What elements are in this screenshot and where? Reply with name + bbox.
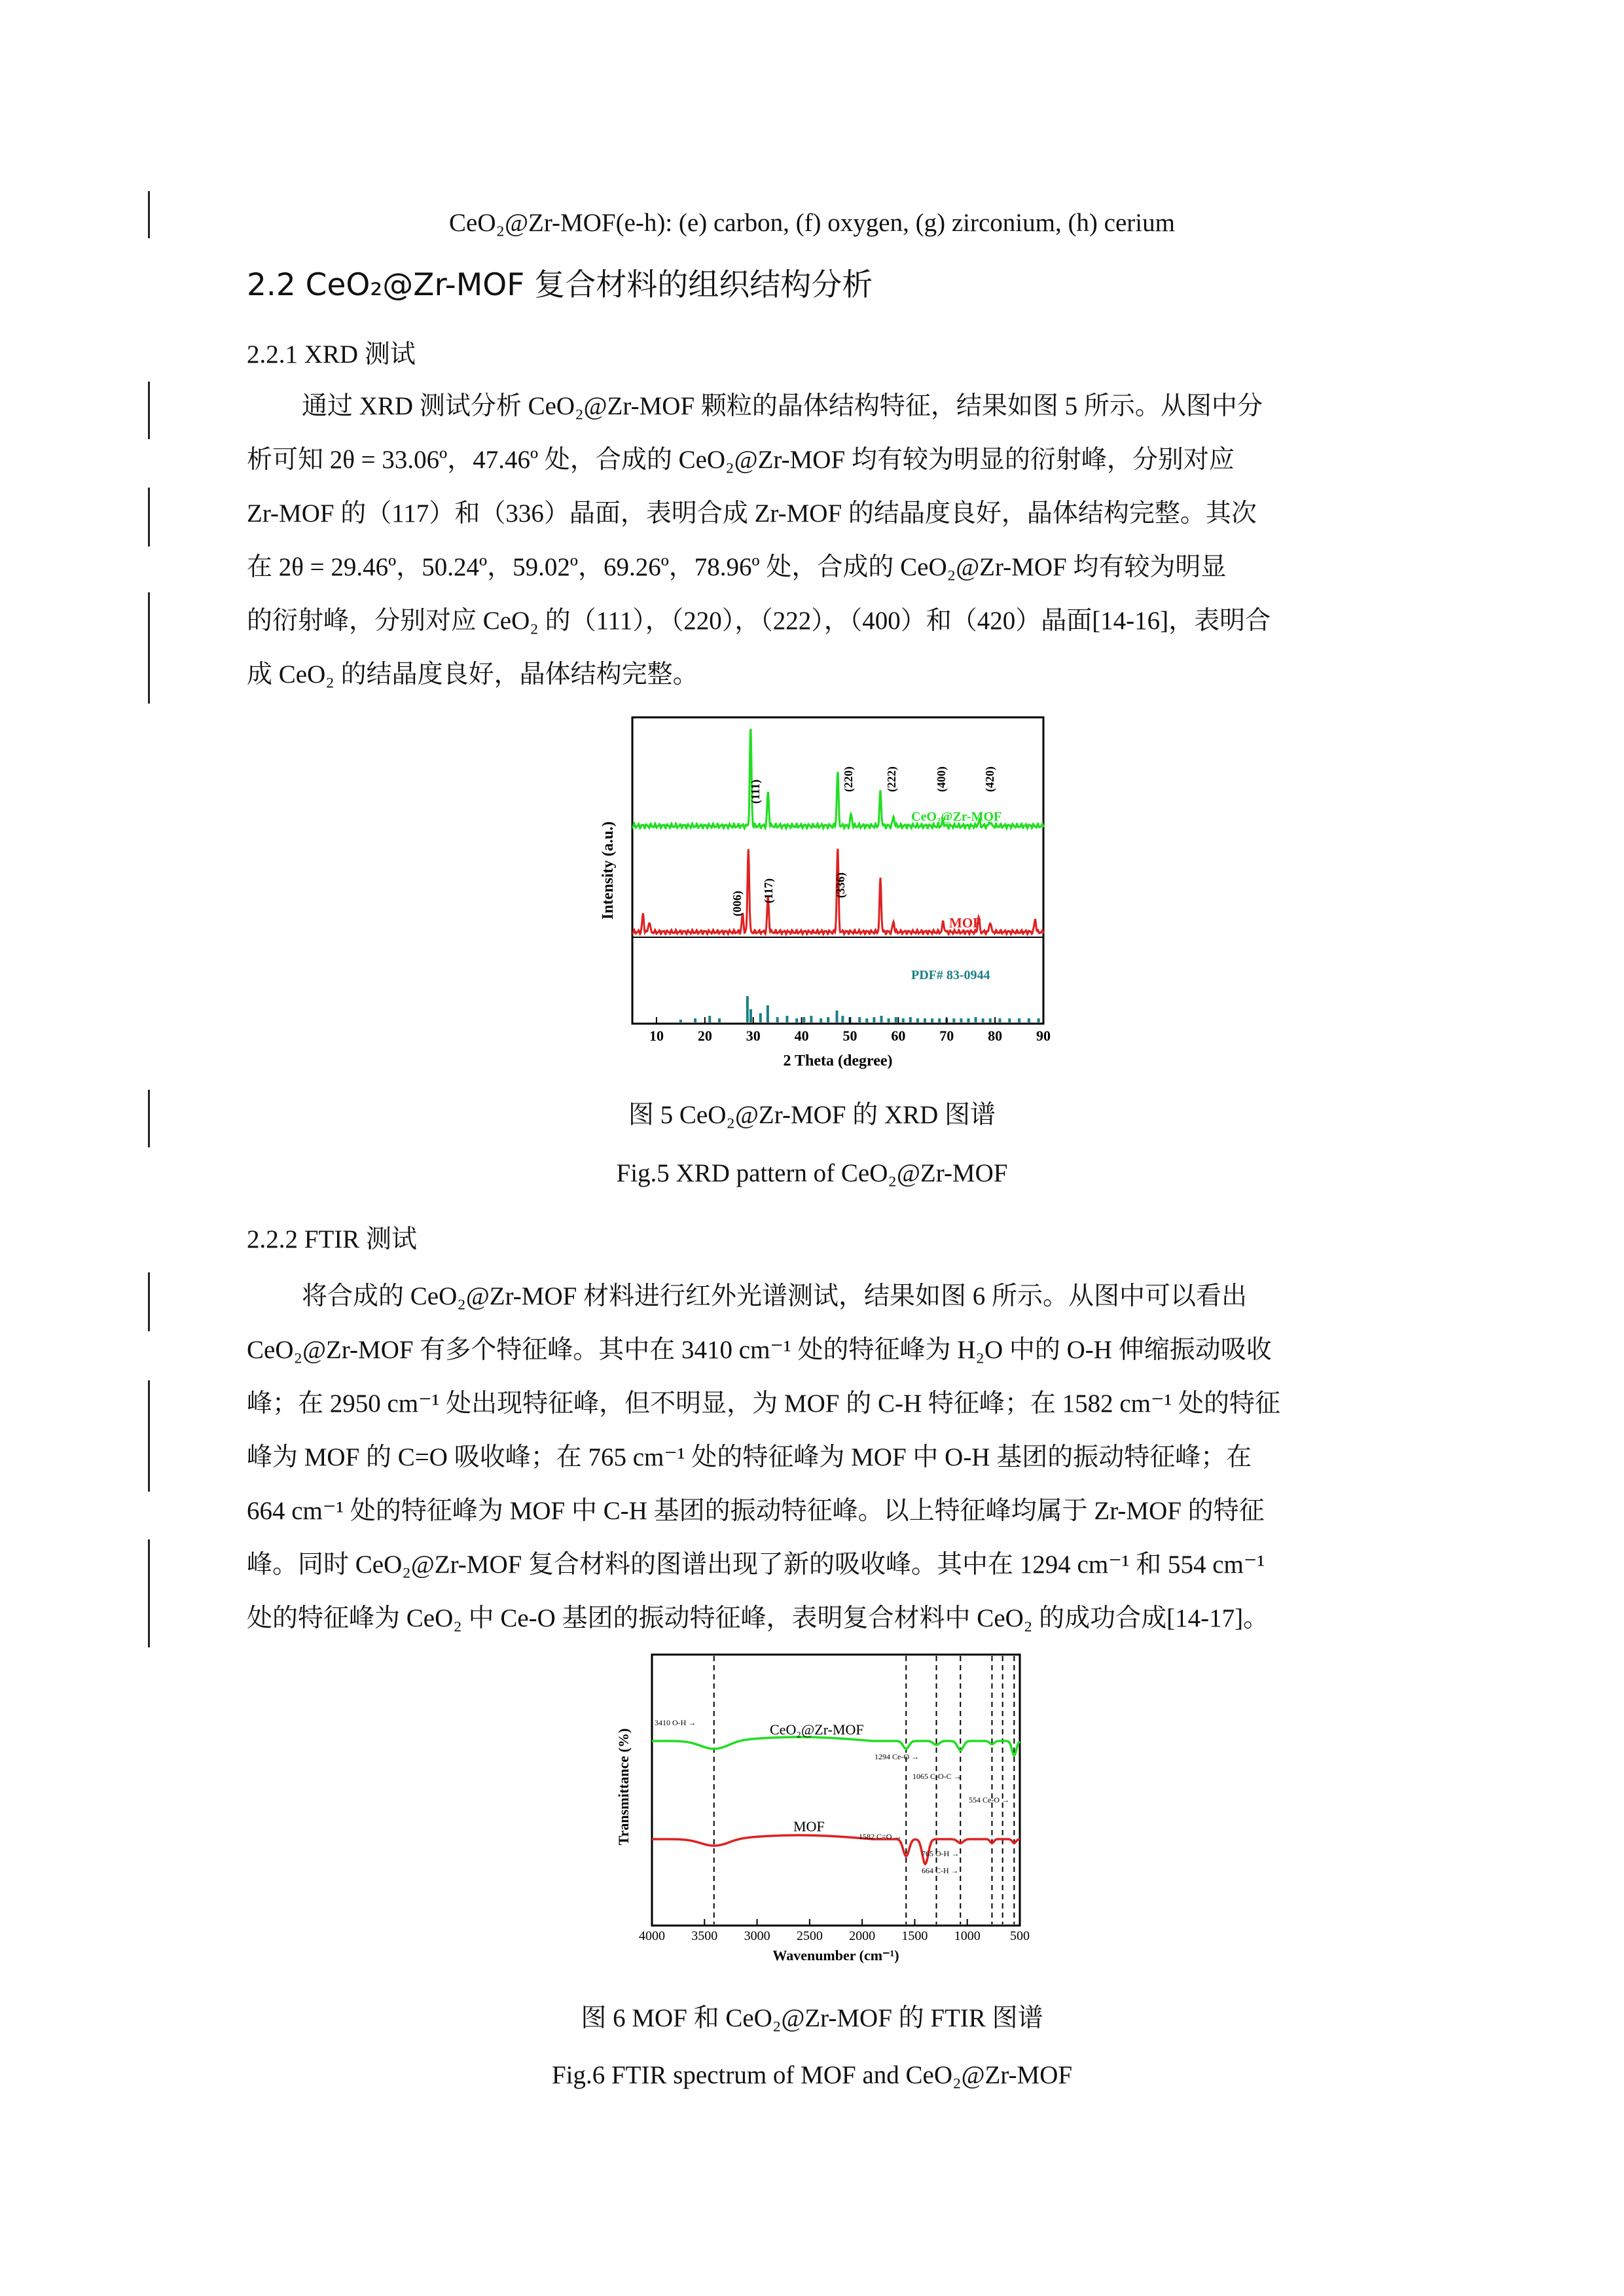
x-tick-label: 2000 [849, 1929, 876, 1943]
figure-6-caption-en: Fig.6 FTIR spectrum of MOF and CeO₂@Zr-MOF [551, 2061, 1073, 2089]
peak-annotation: 664 C-H → [922, 1866, 959, 1875]
peak-annotation: 554 Ce-O → [969, 1795, 1009, 1804]
text-line: 在 2θ = 29.46º，50.24º，59.02º，69.26º，78.96º 处，合成的 CeO₂@Zr-MOF 均有较为明显 [247, 553, 1227, 581]
peak-annotation: 1065 C-O-C → [912, 1772, 962, 1781]
x-tick-label: 10 [649, 1028, 664, 1044]
legend-mof: MOF [793, 1818, 825, 1835]
peak-label: (400) [935, 766, 948, 792]
peak-label: (336) [834, 872, 847, 898]
text-line: 将合成的 CeO₂@Zr-MOF 材料进行红外光谱测试，结果如图 6 所示。从图中可以看出 [302, 1282, 1248, 1310]
peak-label: (420) [983, 766, 996, 792]
text-line: 峰。同时 CeO₂@Zr-MOF 复合材料的图谱出现了新的吸收峰。其中在 1294 cm⁻¹ 和 554 cm⁻¹ [247, 1551, 1265, 1579]
x-tick-label: 50 [842, 1028, 857, 1044]
peak-annotation: 765 O-H → [922, 1849, 960, 1858]
peak-label: (111) [749, 779, 762, 804]
subsection-title-ftir: 2.2.2 FTIR 测试 [247, 1225, 418, 1253]
x-tick-label: 2500 [796, 1929, 823, 1943]
legend-mof: MOF [949, 915, 981, 931]
peak-label: (006) [731, 891, 744, 916]
x-tick-label: 3000 [744, 1929, 770, 1943]
text-line: CeO₂@Zr-MOF 有多个特征峰。其中在 3410 cm⁻¹ 处的特征峰为 H₂O 中的 O-H 伸缩振动吸收 [247, 1336, 1272, 1364]
peak-annotation: 1294 Ce-O → [875, 1752, 919, 1761]
revision-bar [148, 1380, 150, 1492]
x-axis-label: 2 Theta (degree) [783, 1052, 893, 1069]
x-tick-label: 80 [988, 1028, 1003, 1044]
plot-frame [652, 1655, 1020, 1926]
peak-label: (222) [885, 766, 898, 792]
x-tick-label: 20 [697, 1028, 712, 1044]
legend-pdf: PDF# 83-0944 [911, 968, 990, 982]
peak-label: (220) [842, 766, 855, 792]
text-line: 析可知 2θ = 33.06º，47.46º 处，合成的 CeO₂@Zr-MOF 均有较为明显的衍射峰，分别对应 [247, 446, 1235, 474]
text-line: 664 cm⁻¹ 处的特征峰为 MOF 中 C-H 基团的振动特征峰。以上特征峰均属于 Zr-MOF 的特征 [247, 1497, 1265, 1525]
figure-6-caption-cn: 图 6 MOF 和 CeO₂@Zr-MOF 的 FTIR 图谱 [581, 2004, 1043, 2032]
x-tick-label: 3500 [691, 1929, 718, 1943]
legend-ceo2-zr-mof: CeO₂@Zr-MOF [770, 1721, 864, 1738]
xrd-chart [589, 713, 1060, 1080]
top-caption: CeO₂@Zr-MOF(e-h): (e) carbon, (f) oxygen, (g) zirconium, (h) cerium [449, 209, 1175, 237]
x-tick-label: 1500 [901, 1929, 928, 1943]
x-tick-label: 1000 [954, 1929, 981, 1943]
peak-annotation: 3410 O-H → [655, 1718, 696, 1727]
x-tick-label: 4000 [639, 1929, 665, 1943]
series-line-mof [652, 1835, 1020, 1864]
section-title: 2.2 CeO₂@Zr-MOF 复合材料的组织结构分析 [247, 267, 873, 303]
x-tick-label: 60 [891, 1028, 906, 1044]
revision-bar [148, 1539, 150, 1647]
x-tick-label: 30 [746, 1028, 761, 1044]
text-line: 峰为 MOF 的 C=O 吸收峰；在 765 cm⁻¹ 处的特征峰为 MOF 中 O-H 基团的振动特征峰；在 [247, 1443, 1252, 1471]
x-tick-label: 90 [1036, 1028, 1051, 1044]
text-line: Zr-MOF 的（117）和（336）晶面，表明合成 Zr-MOF 的结晶度良好，晶体结构完整。其次 [247, 499, 1257, 528]
paragraph-xrd [247, 380, 1387, 702]
revision-bar [148, 382, 150, 439]
subsection-title-xrd: 2.2.1 XRD 测试 [247, 340, 416, 368]
text-line: 峰；在 2950 cm⁻¹ 处出现特征峰，但不明显，为 MOF 的 C-H 特征峰；在 1582 cm⁻¹ 处的特征 [247, 1390, 1281, 1418]
y-axis-label: Intensity (a.u.) [600, 821, 617, 920]
text-line: 的衍射峰，分别对应 CeO₂ 的（111），（220），（222），（400）和（420）晶面[14-16]，表明合 [247, 607, 1271, 635]
revision-bar [148, 1272, 150, 1331]
peak-label: (117) [762, 878, 775, 903]
figure-5-caption-cn: 图 5 CeO₂@Zr-MOF 的 XRD 图谱 [628, 1101, 996, 1129]
figure-5-caption-en: Fig.5 XRD pattern of CeO₂@Zr-MOF [616, 1159, 1008, 1187]
revision-bar [148, 592, 150, 704]
x-axis-label: Wavenumber (cm⁻¹) [772, 1947, 899, 1964]
revision-bar [148, 488, 150, 547]
paragraph-ftir [247, 1270, 1387, 1645]
x-tick-label: 500 [1010, 1929, 1030, 1943]
text-line: 处的特征峰为 CeO₂ 中 Ce-O 基团的振动特征峰，表明复合材料中 CeO₂ 的成功合成[14-17]。 [247, 1604, 1269, 1632]
y-axis-label: Transmittance (%) [615, 1728, 632, 1846]
peak-annotation: 1582 C=O → [859, 1832, 902, 1841]
x-tick-label: 40 [794, 1028, 809, 1044]
ftir-chart [602, 1649, 1034, 1970]
series-line-ceo2-zr-mof [652, 1737, 1020, 1755]
text-line: 通过 XRD 测试分析 CeO₂@Zr-MOF 颗粒的晶体结构特征，结果如图 5 所示。从图中分 [302, 392, 1263, 420]
x-tick-label: 70 [939, 1028, 954, 1044]
legend-ceo2-zr-mof: CeO₂@Zr-MOF [911, 810, 1002, 824]
text-line: 成 CeO₂ 的结晶度良好，晶体结构完整。 [247, 660, 698, 689]
